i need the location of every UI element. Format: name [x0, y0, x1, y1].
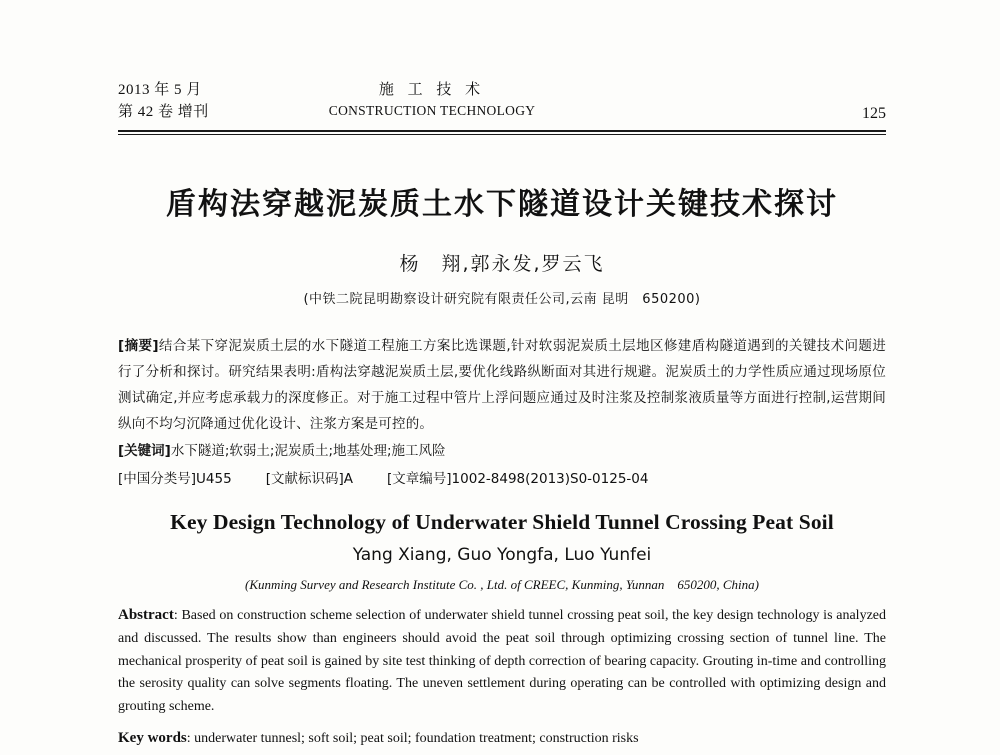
issue-date: 2013 年 5 月	[118, 82, 202, 98]
journal-name-en: CONSTRUCTION TECHNOLOGY	[328, 102, 536, 118]
clc-label: [中国分类号]	[118, 471, 197, 488]
issue-info	[118, 80, 209, 124]
affiliation-cn: (中铁二院昆明勘察设计研究院有限责任公司,云南 昆明 650200)	[303, 291, 701, 307]
clc-value: U455	[196, 471, 232, 488]
keywords-label-en: Key words	[118, 729, 187, 746]
authors-cn: 杨 翔,郭永发,罗云飞	[399, 252, 605, 275]
journal-name	[239, 80, 536, 119]
keywords-label-cn: [关键词]	[118, 442, 171, 459]
classification-row	[118, 466, 886, 492]
affiliation-en: (Kunming Survey and Research Institute Co. , Ltd. of CREEC, Kunming, Yunnan 650200, China)	[245, 577, 759, 593]
header-rule	[118, 130, 886, 135]
keywords-cn-line	[118, 438, 886, 464]
article-id-label: [文章编号]	[387, 471, 452, 488]
page-title: 盾构法穿越泥炭质土水下隧道设计关键技术探讨	[166, 186, 838, 222]
article-id-group	[387, 466, 648, 492]
doc-code-group	[266, 466, 353, 492]
article-id-value: 1002-8498(2013)S0-0125-04	[451, 471, 649, 488]
keywords-en-line	[118, 726, 886, 750]
abstract-label-en: Abstract	[118, 607, 174, 624]
doc-code-label: [文献标识码]	[265, 471, 344, 488]
keywords-text-cn: 水下隧道;软弱土;泥炭质土;地基处理;施工风险	[170, 442, 446, 459]
abstract-en	[118, 603, 886, 718]
keywords-text-en: : underwater tunnesl; soft soil; peat soil; foundation treatment; construction risks	[186, 730, 639, 746]
page-content	[118, 80, 886, 750]
abstract-cn	[118, 333, 886, 438]
issue-volume: 第 42 卷 增刊	[118, 103, 209, 120]
clc-group	[118, 466, 232, 492]
journal-name-cn: 施 工 技 术	[378, 82, 486, 98]
abstract-text-cn: 结合某下穿泥炭质土层的水下隧道工程施工方案比选课题,针对软弱泥炭质土层地区修建盾构隧道遇到的关键技术问题进行了分析和探讨。研究结果表明:盾构法穿越泥炭质土层,要优化线路纵断面对其进行规避。泥炭质土的力学性质应通过现场原位测试确定,并应考虑承载力的深度修正。对于施工过程中管片上浮问题应通过及时注浆及控制浆液质量等方面进行控制,运营期间纵向不均匀沉降通过优化设计、注浆方案是可控的。	[118, 337, 887, 433]
running-head	[118, 80, 886, 124]
doc-code-value: A	[343, 471, 353, 488]
page-number: 125	[862, 104, 886, 122]
authors-en: Yang Xiang, Guo Yongfa, Luo Yunfei	[352, 545, 652, 566]
title-en: Key Design Technology of Underwater Shield Tunnel Crossing Peat Soil	[170, 510, 834, 535]
abstract-label-cn: [摘要]	[118, 337, 159, 354]
abstract-text-en: : Based on construction scheme selection of underwater shield tunnel crossing peat soil, the key design technology is analyzed and discussed. The results show than engineers should avoid the peat soil through optimizing crossing section of tunnel line. The mechanical prosperity of peat soil is gained by site test thinking of depth correction of bearing capacity. Grouting in-time and controlling the serosity quality can solve segments floating. The uneven settlement during operating can be controlled with optimizing design and grouting scheme.	[118, 608, 886, 715]
